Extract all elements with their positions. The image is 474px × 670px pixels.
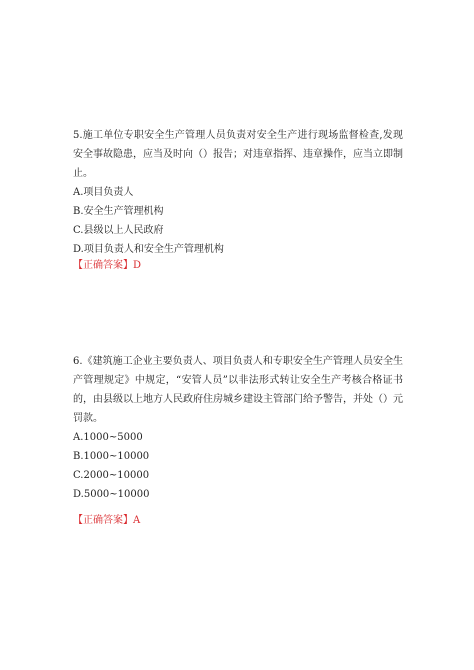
answer-label: 【正确答案】	[73, 515, 133, 526]
answer-line-5	[73, 259, 141, 273]
option-list	[73, 183, 403, 259]
answer-value: A	[133, 515, 141, 526]
option-list	[73, 428, 403, 504]
option-d: D.5000~10000	[73, 489, 150, 500]
option-b: B.安全生产管理机构	[73, 206, 164, 217]
question-5	[73, 126, 403, 259]
option-d: D.项目负责人和安全生产管理机构	[73, 244, 224, 255]
option-a: A.项目负责人	[73, 187, 134, 198]
option-b: B.1000~10000	[73, 451, 150, 462]
question-stem: 5.施工单位专职安全生产管理人员负责对安全生产进行现场监督检查,发现安全事故隐患，应当及时向（）报告；对违章指挥、违章操作，应当立即制止。	[73, 130, 403, 179]
answer-label: 【正确答案】	[73, 260, 133, 271]
option-c: C.2000~10000	[73, 470, 150, 481]
option-c: C.县级以上人民政府	[73, 225, 164, 236]
question-stem: 6.《建筑施工企业主要负责人、项目负责人和专职安全生产管理人员安全生产管理规定》中规定，“安管人员”以非法形式转让安全生产考核合格证书的，由县级以上地方人民政府住房城乡建设主管部门给予警告，并处（）元罚款。	[73, 356, 403, 424]
answer-line-6	[73, 514, 140, 528]
option-a: A.1000~5000	[73, 432, 143, 443]
answer-value: D	[133, 260, 142, 271]
question-6	[73, 352, 403, 504]
